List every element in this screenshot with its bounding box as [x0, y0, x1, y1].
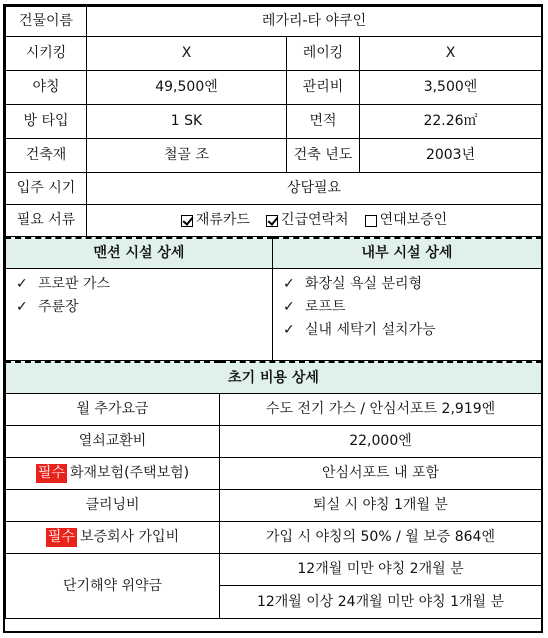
list-item: ✓ 프로판 가스 — [16, 273, 272, 296]
guarantee-company-label: 필수 보증회사 가입비 — [6, 522, 220, 554]
check-icon: ✓ — [16, 298, 28, 315]
shikikin-label: 시키킹 — [6, 37, 87, 71]
documents-label: 필요 서류 — [6, 205, 87, 237]
document-label: 연대보증인 — [379, 212, 448, 229]
list-item: ✓ 실내 세탁기 설치가능 — [283, 319, 541, 342]
documents-cell — [87, 205, 542, 237]
early-termination-label: 단기해약 위약금 — [6, 554, 220, 619]
document-residence-card — [181, 212, 250, 228]
checked-box-icon — [266, 215, 278, 227]
material-label: 건축재 — [6, 139, 87, 173]
check-icon: ✓ — [283, 275, 295, 292]
property-table — [5, 6, 542, 237]
building-name-label: 건물이름 — [6, 7, 87, 37]
material-value: 철골 조 — [87, 139, 287, 173]
document-label: 긴급연락처 — [280, 212, 349, 229]
management-fee-value: 3,500엔 — [360, 71, 542, 105]
list-item: ✓ 화장실 욕실 분리형 — [283, 273, 541, 296]
required-badge: 필수 — [37, 465, 65, 482]
building-name-value: 레가리-타 야쿠인 — [87, 7, 542, 37]
monthly-extra-label: 월 추가요금 — [6, 394, 220, 426]
building-facilities-header: 맨션 시설 상세 — [6, 238, 273, 268]
key-exchange-label: 열쇠교환비 — [6, 426, 220, 458]
check-icon: ✓ — [283, 321, 295, 338]
property-info-sheet — [3, 4, 543, 633]
cleaning-fee-label: 클리닝비 — [6, 490, 220, 522]
rent-label: 야칭 — [6, 71, 87, 105]
initial-costs-header: 초기 비용 상세 — [6, 362, 542, 394]
checked-box-icon — [181, 215, 193, 227]
facilities-table — [5, 237, 542, 361]
document-label: 재류카드 — [195, 212, 250, 229]
area-label: 면적 — [287, 105, 360, 139]
monthly-extra-value: 수도 전기 가스 / 안심서포트 2,919엔 — [220, 394, 542, 426]
costs-table — [5, 361, 542, 620]
management-fee-label: 관리비 — [287, 71, 360, 105]
build-year-label: 건축 년도 — [287, 139, 360, 173]
list-item: ✓ 주륜장 — [16, 296, 272, 319]
area-value: 22.26㎡ — [360, 105, 542, 139]
check-icon: ✓ — [283, 298, 295, 315]
cleaning-fee-value: 퇴실 시 야칭 1개월 분 — [220, 490, 542, 522]
documents-list — [87, 212, 541, 228]
unchecked-box-icon — [365, 215, 377, 227]
move-in-label: 입주 시기 — [6, 173, 87, 205]
required-badge: 필수 — [47, 529, 75, 546]
list-item: ✓ 로프트 — [283, 296, 541, 319]
key-exchange-value: 22,000엔 — [220, 426, 542, 458]
interior-facilities-header: 내부 시설 상세 — [273, 238, 542, 268]
fire-insurance-label: 필수 화재보험(주택보험) — [6, 458, 220, 490]
shikikin-value: X — [87, 37, 287, 71]
reikin-value: X — [360, 37, 542, 71]
early-termination-value-1: 12개월 미만 야칭 2개월 분 — [220, 554, 542, 586]
build-year-value: 2003년 — [360, 139, 542, 173]
document-guarantor — [365, 212, 448, 228]
move-in-value: 상담필요 — [87, 173, 542, 205]
early-termination-value-2: 12개월 이상 24개월 미만 야칭 1개월 분 — [220, 586, 542, 619]
reikin-label: 레이킹 — [287, 37, 360, 71]
document-emergency-contact — [266, 212, 349, 228]
rent-value: 49,500엔 — [87, 71, 287, 105]
interior-facilities-list — [273, 268, 542, 360]
room-type-value: 1 SK — [87, 105, 287, 139]
building-facilities-list — [6, 268, 273, 360]
fire-insurance-value: 안심서포트 내 포함 — [220, 458, 542, 490]
guarantee-company-value: 가입 시 야칭의 50% / 월 보증 864엔 — [220, 522, 542, 554]
room-type-label: 방 타입 — [6, 105, 87, 139]
check-icon: ✓ — [16, 275, 28, 292]
